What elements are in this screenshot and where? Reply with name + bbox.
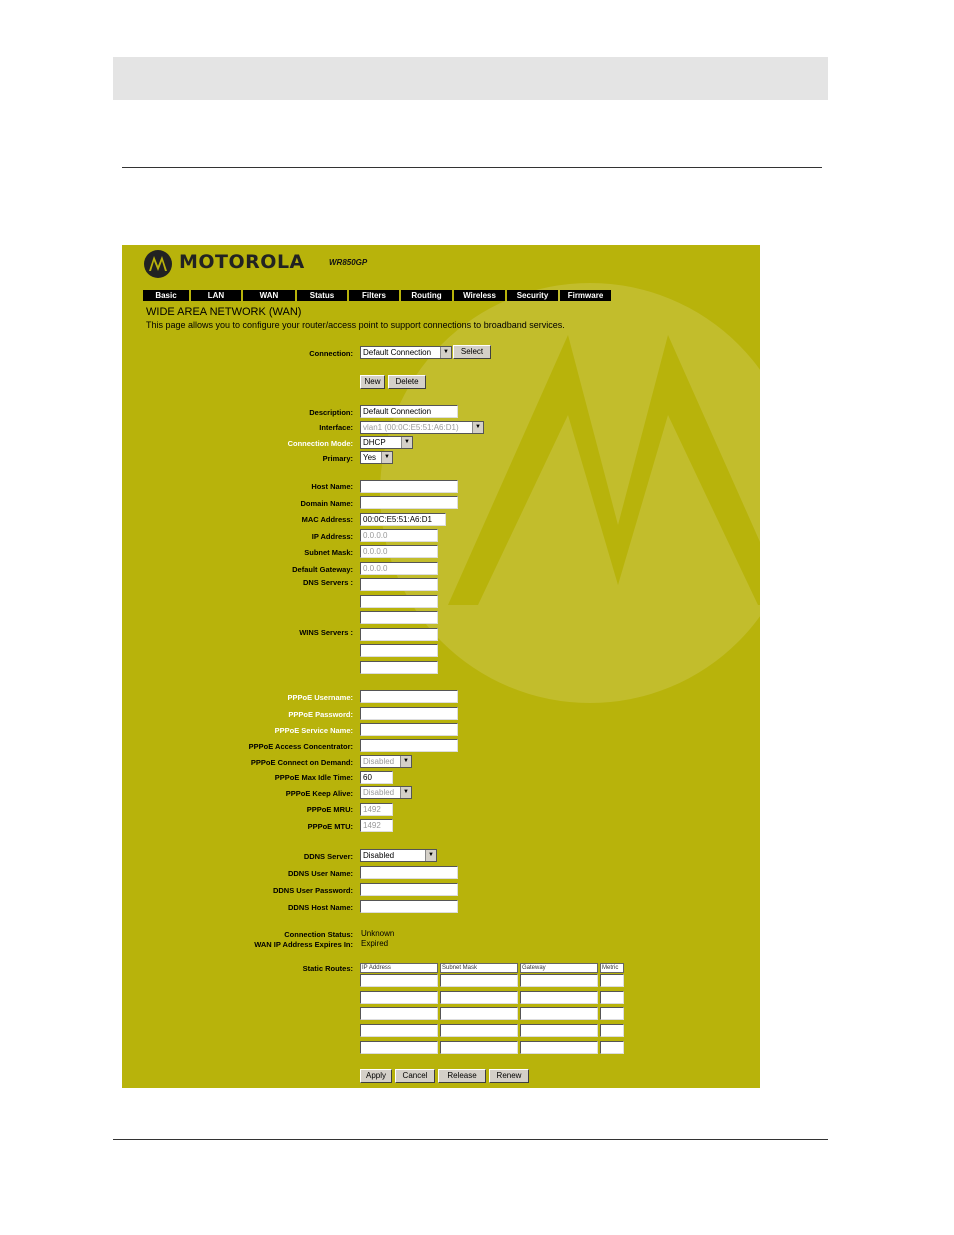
chevron-down-icon: ▼ (400, 787, 411, 798)
connection-mode-select[interactable] (360, 436, 413, 449)
connection-mode-label: Connection Mode: (287, 439, 353, 448)
route-1-metric-input[interactable] (600, 974, 624, 987)
apply-button[interactable]: Apply (360, 1069, 392, 1083)
chevron-down-icon: ▼ (400, 756, 411, 767)
route-5-ip-input[interactable] (360, 1041, 438, 1054)
route-1-mask-input[interactable] (440, 974, 518, 987)
route-2-metric-input[interactable] (600, 991, 624, 1004)
motorola-logo-icon (143, 249, 173, 279)
pppoe-keepalive-value: Disabled (363, 788, 395, 797)
pppoe-concentrator-input[interactable] (360, 739, 458, 752)
interface-select[interactable] (360, 421, 484, 434)
connection-mode-value: DHCP (363, 438, 386, 447)
domain-name-input[interactable] (360, 496, 458, 509)
route-5-metric-input[interactable] (600, 1041, 624, 1054)
route-4-gateway-input[interactable] (520, 1024, 598, 1037)
tab-basic[interactable]: Basic (143, 290, 189, 301)
pppoe-password-input[interactable] (360, 707, 458, 720)
tab-filters[interactable]: Filters (349, 290, 399, 301)
tab-lan[interactable]: LAN (191, 290, 241, 301)
router-config-panel (122, 245, 760, 1088)
delete-button[interactable]: Delete (388, 375, 426, 389)
route-3-gateway-input[interactable] (520, 1007, 598, 1020)
pppoe-service-input[interactable] (360, 723, 458, 736)
ddns-server-label: DDNS Server: (303, 852, 353, 861)
wan-expires-label: WAN IP Address Expires In: (254, 940, 353, 949)
primary-select[interactable] (360, 451, 393, 464)
pppoe-username-label: PPPoE Username: (287, 693, 353, 702)
route-3-metric-input[interactable] (600, 1007, 624, 1020)
pppoe-idle-input[interactable]: 60 (360, 771, 393, 784)
wins-server-3-input[interactable] (360, 661, 438, 674)
default-gateway-input[interactable]: 0.0.0.0 (360, 562, 438, 575)
route-2-ip-input[interactable] (360, 991, 438, 1004)
cancel-button[interactable]: Cancel (395, 1069, 435, 1083)
route-5-gateway-input[interactable] (520, 1041, 598, 1054)
page-title: WIDE AREA NETWORK (WAN) (146, 306, 302, 318)
pppoe-mtu-input[interactable]: 1492 (360, 819, 393, 832)
pppoe-concentrator-label: PPPoE Access Concentrator: (248, 742, 353, 751)
description-label: Description: (309, 408, 353, 417)
pppoe-idle-label: PPPoE Max Idle Time: (274, 773, 353, 782)
dns-servers-label: DNS Servers : (302, 578, 353, 587)
pppoe-mtu-label: PPPoE MTU: (307, 822, 353, 831)
routes-header-mask: Subnet Mask (440, 963, 518, 973)
connection-status-value: Unknown (361, 929, 395, 938)
tab-security[interactable]: Security (507, 290, 558, 301)
routes-header-gateway: Gateway (520, 963, 598, 973)
chevron-down-icon: ▼ (401, 437, 412, 448)
new-button[interactable]: New (360, 375, 385, 389)
document-header-band (113, 57, 828, 100)
description-input[interactable]: Default Connection (360, 405, 458, 418)
static-routes-label: Static Routes: (302, 964, 353, 973)
ip-address-input[interactable]: 0.0.0.0 (360, 529, 438, 542)
wins-servers-label: WINS Servers : (299, 628, 353, 637)
mac-address-input[interactable]: 00:0C:E5:51:A6:D1 (360, 513, 446, 526)
dns-server-1-input[interactable] (360, 578, 438, 591)
primary-label: Primary: (322, 454, 353, 463)
pppoe-username-input[interactable] (360, 690, 458, 703)
routes-header-ip: IP Address (360, 963, 438, 973)
route-2-mask-input[interactable] (440, 991, 518, 1004)
connection-select-value: Default Connection (363, 348, 432, 357)
ddns-password-input[interactable] (360, 883, 458, 896)
main-nav (143, 290, 611, 301)
wins-server-1-input[interactable] (360, 628, 438, 641)
chevron-down-icon: ▼ (472, 422, 483, 433)
ddns-user-label: DDNS User Name: (287, 869, 353, 878)
brand-name: MOTOROLA (179, 251, 305, 273)
subnet-mask-input[interactable]: 0.0.0.0 (360, 545, 438, 558)
host-name-label: Host Name: (311, 482, 353, 491)
ip-address-label: IP Address: (311, 532, 353, 541)
route-3-ip-input[interactable] (360, 1007, 438, 1020)
route-1-ip-input[interactable] (360, 974, 438, 987)
model-number: WR850GP (329, 258, 368, 267)
ddns-server-select[interactable] (360, 849, 437, 862)
ddns-host-label: DDNS Host Name: (287, 903, 353, 912)
route-1-gateway-input[interactable] (520, 974, 598, 987)
wins-server-2-input[interactable] (360, 644, 438, 657)
route-3-mask-input[interactable] (440, 1007, 518, 1020)
ddns-password-label: DDNS User Password: (272, 886, 353, 895)
page-description: This page allows you to configure your router/access point to support connections to broadband services. (146, 320, 565, 330)
interface-label: Interface: (319, 423, 353, 432)
select-button[interactable]: Select (453, 345, 491, 359)
tab-wan[interactable]: WAN (243, 290, 295, 301)
pppoe-keepalive-select[interactable] (360, 786, 412, 799)
chevron-down-icon: ▼ (440, 347, 451, 358)
footer-rule (113, 1139, 828, 1140)
pppoe-keepalive-label: PPPoE Keep Alive: (285, 789, 353, 798)
pppoe-demand-select[interactable] (360, 755, 412, 768)
pppoe-service-label: PPPoE Service Name: (274, 726, 353, 735)
pppoe-demand-label: PPPoE Connect on Demand: (250, 758, 353, 767)
renew-button[interactable]: Renew (489, 1069, 529, 1083)
route-2-gateway-input[interactable] (520, 991, 598, 1004)
interface-select-value: vlan1 (00:0C:E5:51:A6:D1) (363, 423, 459, 432)
domain-name-label: Domain Name: (300, 499, 353, 508)
ddns-host-input[interactable] (360, 900, 458, 913)
chevron-down-icon: ▼ (425, 850, 436, 861)
tab-firmware[interactable]: Firmware (560, 290, 611, 301)
pppoe-mru-input[interactable]: 1492 (360, 803, 393, 816)
pppoe-mru-label: PPPoE MRU: (306, 805, 353, 814)
connection-select[interactable] (360, 346, 452, 359)
host-name-input[interactable] (360, 480, 458, 493)
route-4-ip-input[interactable] (360, 1024, 438, 1037)
header-rule (122, 167, 822, 168)
ddns-user-input[interactable] (360, 866, 458, 879)
dns-server-3-input[interactable] (360, 611, 438, 624)
pppoe-demand-value: Disabled (363, 757, 395, 766)
route-4-mask-input[interactable] (440, 1024, 518, 1037)
tab-wireless[interactable]: Wireless (454, 290, 505, 301)
mac-address-label: MAC Address: (301, 515, 353, 524)
route-4-metric-input[interactable] (600, 1024, 624, 1037)
connection-status-label: Connection Status: (284, 930, 353, 939)
connection-label: Connection: (309, 349, 353, 358)
subnet-mask-label: Subnet Mask: (304, 548, 353, 557)
wan-expires-value: Expired (361, 939, 389, 948)
route-5-mask-input[interactable] (440, 1041, 518, 1054)
release-button[interactable]: Release (438, 1069, 486, 1083)
chevron-down-icon: ▼ (381, 452, 392, 463)
routes-header-metric: Metric (600, 963, 624, 973)
pppoe-password-label: PPPoE Password: (288, 710, 353, 719)
dns-server-2-input[interactable] (360, 595, 438, 608)
tab-status[interactable]: Status (297, 290, 347, 301)
ddns-server-value: Disabled (363, 851, 395, 860)
primary-select-value: Yes (363, 453, 377, 462)
default-gateway-label: Default Gateway: (292, 565, 353, 574)
tab-routing[interactable]: Routing (401, 290, 452, 301)
